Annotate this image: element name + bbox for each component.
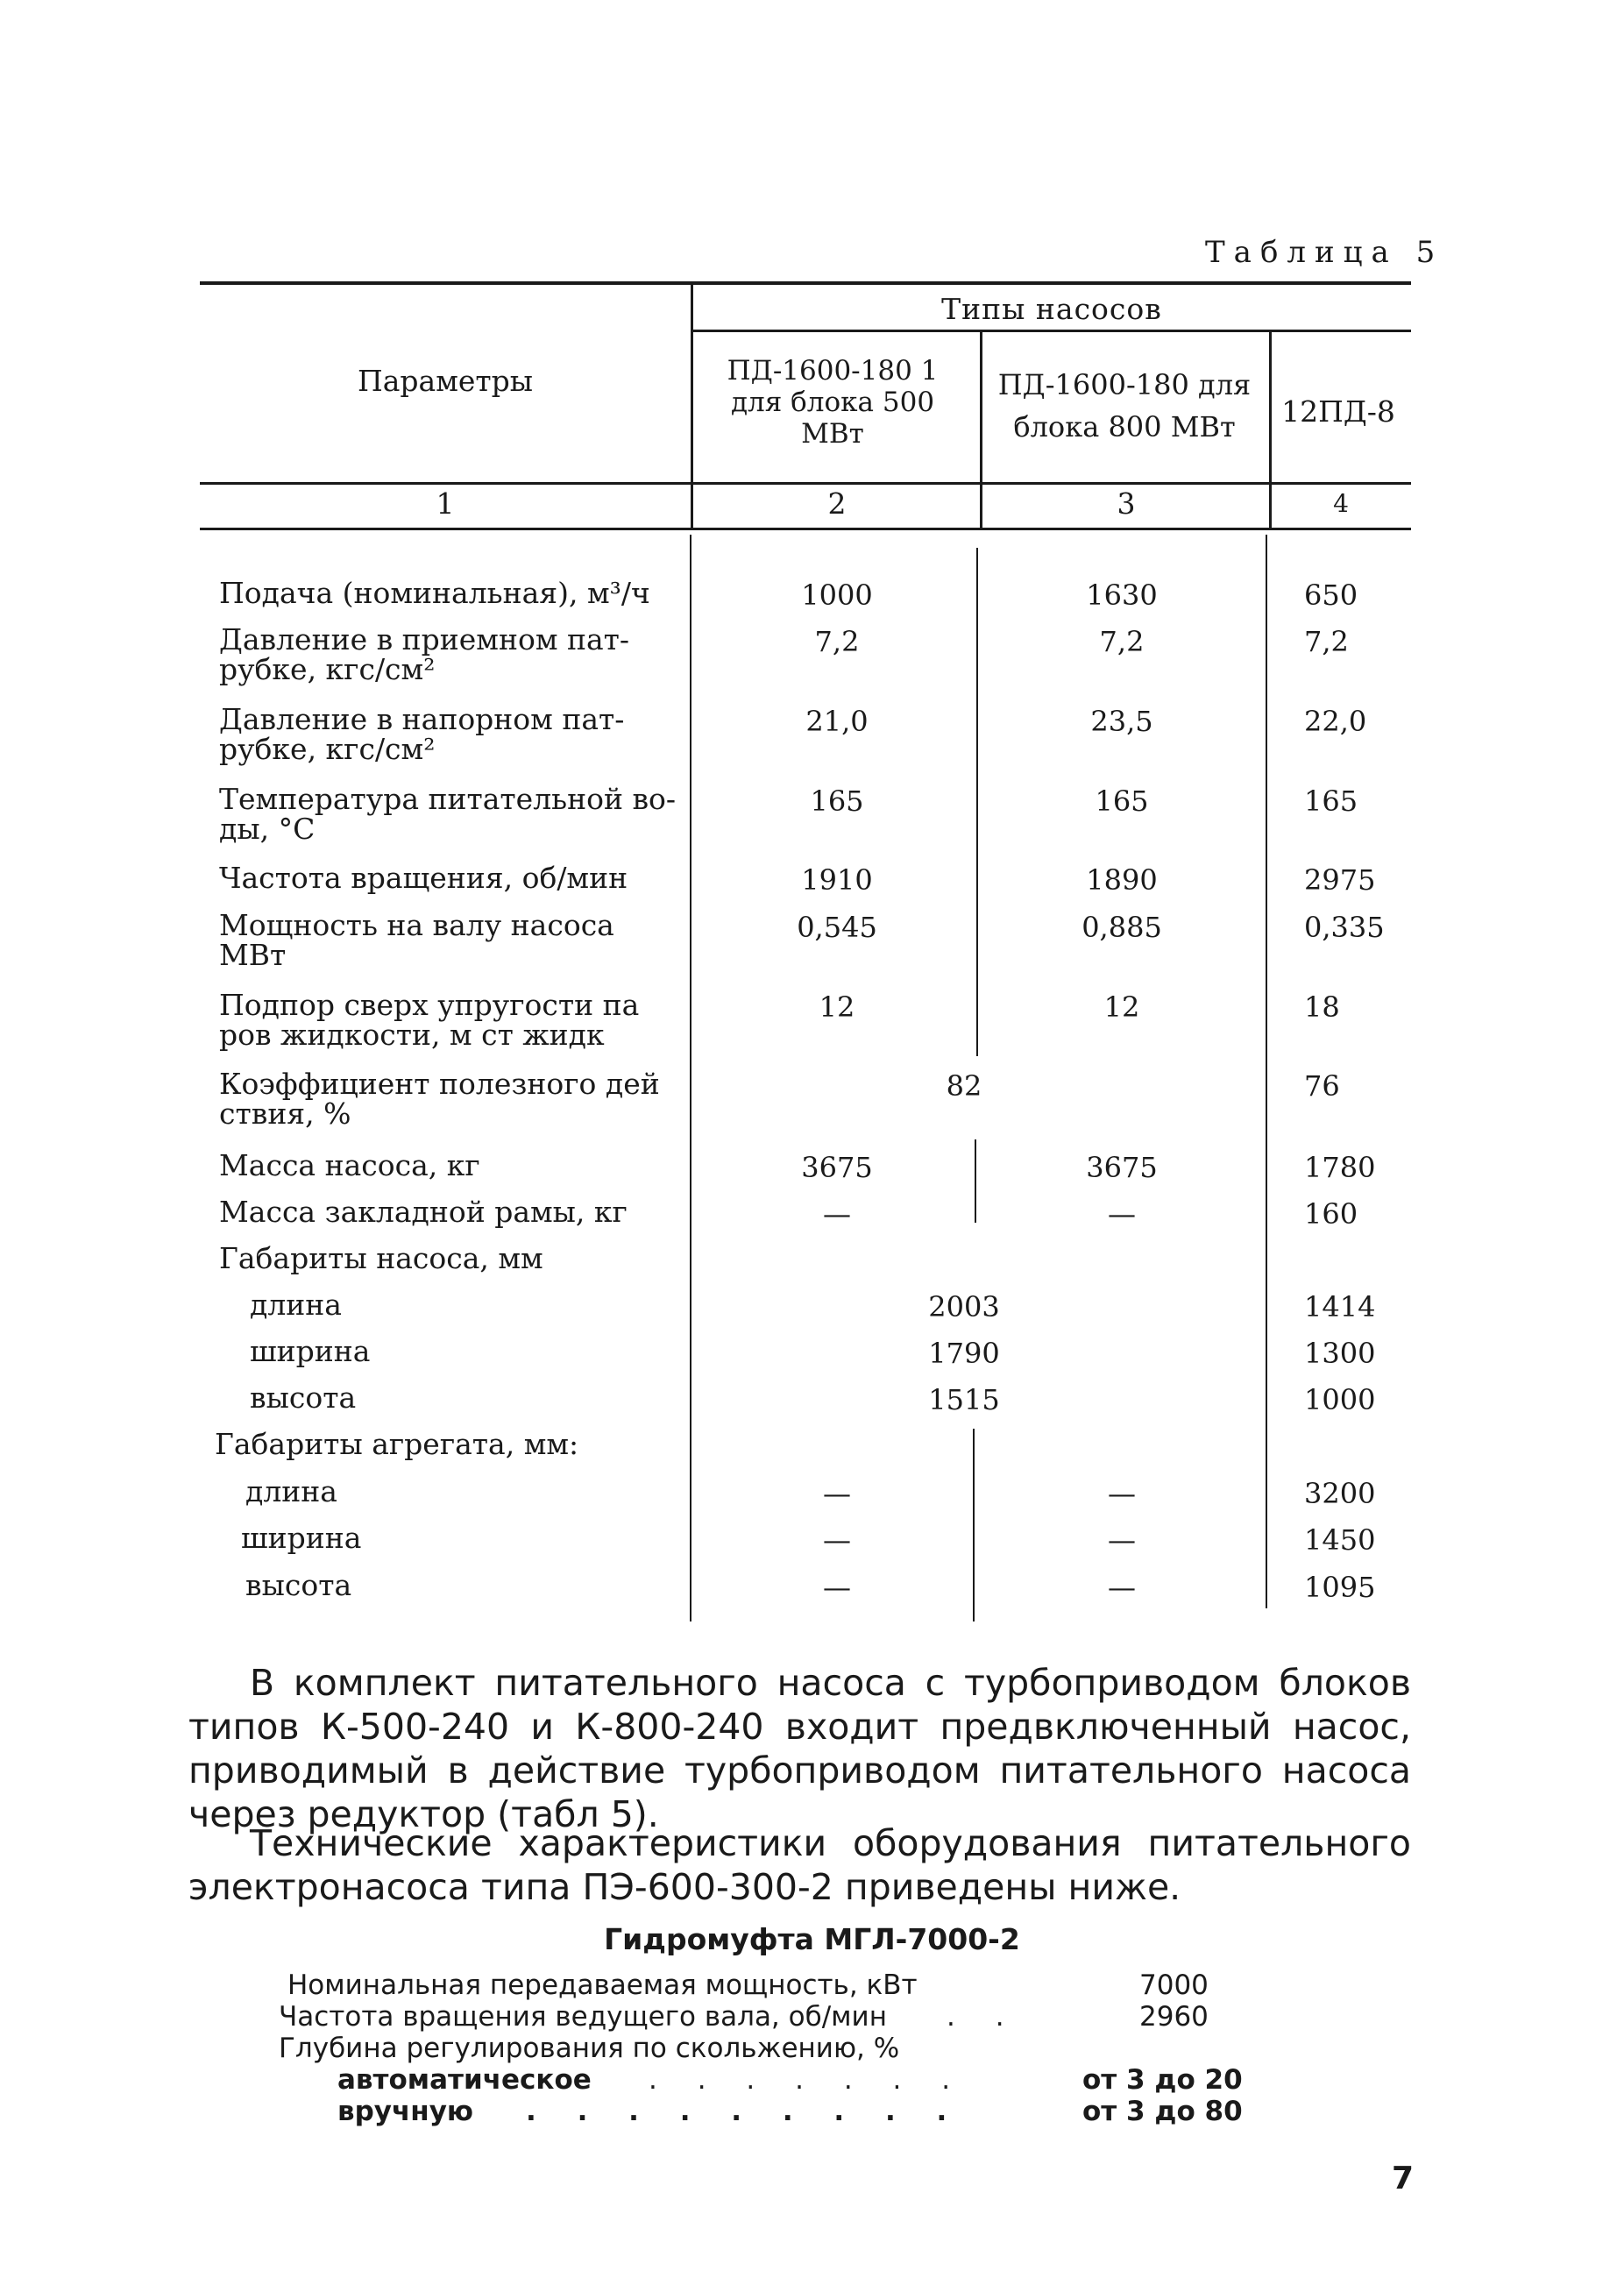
cell-value-c4: 7,2: [1304, 625, 1349, 658]
param-label: Масса закладной рамы, кг: [219, 1195, 628, 1229]
cell-value-c4: 160: [1304, 1197, 1358, 1231]
paragraph-2: [188, 1821, 1411, 1909]
cell-value-c2: 165: [810, 784, 864, 818]
param-label: Мощность на валу насоса: [219, 908, 614, 942]
cell-value-c3: 7,2: [1099, 625, 1145, 658]
cell-value-c3: —: [1108, 1523, 1136, 1557]
page-number: 7: [1391, 2161, 1414, 2196]
cell-value-c4: 2975: [1304, 863, 1376, 897]
cell-value-c2: 3675: [801, 1151, 873, 1184]
spec-line5-label: вручную: [337, 2096, 474, 2127]
cell-value-c3: 12: [1103, 990, 1140, 1024]
cell-value-c4: 1000: [1304, 1383, 1376, 1416]
spec-line5-dots: . . . . . . . . .: [526, 2096, 963, 2127]
cell-value-c4: 1780: [1304, 1151, 1376, 1184]
spec-line4-value: от 3 до 20: [1082, 2064, 1243, 2096]
header-group: Типы насосов: [941, 292, 1162, 326]
param-label: высота: [250, 1380, 357, 1415]
cell-value-c3: —: [1108, 1197, 1136, 1231]
param-label: Частота вращения, об/мин: [219, 861, 628, 895]
param-label: ширина: [241, 1521, 362, 1555]
param-label: Подача (номинальная), м³/ч: [219, 576, 650, 610]
cell-value-c3: —: [1108, 1571, 1136, 1604]
cell-value-c4: 165: [1304, 784, 1358, 818]
cell-value-c2: —: [823, 1523, 851, 1557]
param-label: рубке, кгс/см²: [219, 652, 436, 686]
spec-line1-value: 7000: [1139, 1969, 1209, 2001]
header-params: Параметры: [357, 364, 534, 398]
header-bottom-rule: [200, 482, 1411, 485]
param-label: ды, °С: [219, 812, 316, 846]
body-vline-2b: [975, 1139, 976, 1223]
body-vline-1: [690, 535, 691, 1621]
param-label: длина: [250, 1288, 342, 1322]
cell-value-c3: —: [1108, 1477, 1136, 1510]
spec-line4-label: автоматическое: [337, 2064, 592, 2096]
spec-line3-label: Глубина регулирования по скольжению, %: [279, 2033, 900, 2064]
cell-value-c2: —: [823, 1571, 851, 1604]
cell-value-c23: 2003: [928, 1290, 1000, 1323]
table-top-rule: [200, 281, 1411, 285]
cell-value-c23: 1515: [928, 1383, 1000, 1416]
cell-value-c2: 1910: [801, 863, 873, 897]
spec-line2-dots: . .: [947, 2001, 1020, 2033]
cell-value-c4: 1414: [1304, 1290, 1376, 1323]
cell-value-c23: 82: [946, 1069, 982, 1103]
cell-value-c3: 23,5: [1090, 705, 1153, 738]
spec-line2-label: Частота вращения ведущего вала, об/мин: [279, 2001, 887, 2033]
param-label: Масса насоса, кг: [219, 1148, 480, 1182]
param-label: Габариты насоса, мм: [219, 1241, 543, 1275]
param-label: ров жидкости, м ст жидк: [219, 1018, 605, 1052]
col-number-3: 3: [1117, 486, 1136, 521]
param-label: Подпор сверх упругости па: [219, 988, 640, 1022]
cell-value-c4: 3200: [1304, 1477, 1376, 1510]
spec-line2-value: 2960: [1139, 2001, 1209, 2033]
cell-value-c4: 1300: [1304, 1337, 1376, 1370]
cell-value-c4: 0,335: [1304, 911, 1385, 944]
param-label: высота: [245, 1568, 352, 1602]
cell-value-c3: 0,885: [1081, 911, 1162, 944]
param-label: длина: [245, 1474, 337, 1508]
paragraph-1-text: В комплект питательного насоса с турбоприводом блоков типов К-500-240 и К-800-240 входит предвключенный насос, приводимый в действие турбоприводом питательного насоса через редуктор (табл 5).: [188, 1662, 1411, 1835]
spec-line4-dots: . . . . . . .: [649, 2064, 967, 2096]
col-number-1: 1: [436, 486, 455, 521]
param-label: Давление в приемном пат-: [219, 622, 630, 656]
cell-value-c2: —: [823, 1197, 851, 1231]
cell-value-c4: 650: [1304, 578, 1358, 612]
col-number-4: 4: [1333, 489, 1349, 518]
param-label: Давление в напорном пат-: [219, 702, 625, 736]
spec-line1-label: Номинальная передаваемая мощность, кВт: [287, 1969, 918, 2001]
numbers-bottom-rule: [200, 528, 1411, 530]
cell-value-c2: 21,0: [805, 705, 869, 738]
param-label: Коэффициент полезного дей: [219, 1067, 660, 1101]
param-label: рубке, кгс/см²: [219, 732, 436, 766]
cell-value-c2: —: [823, 1477, 851, 1510]
cell-value-c23: 1790: [928, 1337, 1000, 1370]
paragraph-1: [188, 1661, 1411, 1836]
header-col3: ПД-1600-180 для блока 800 МВт: [997, 368, 1252, 444]
param-label: Температура питательной во-: [219, 782, 677, 816]
param-label: ствия, %: [219, 1096, 351, 1131]
col-number-2: 2: [827, 486, 847, 521]
spec-line5-value: от 3 до 80: [1082, 2096, 1243, 2127]
header-col2: ПД-1600-180 1 для блока 500 МВт: [727, 355, 939, 450]
cell-value-c4: 76: [1304, 1069, 1340, 1103]
cell-value-c2: 0,545: [797, 911, 877, 944]
paragraph-2-text: Технические характеристики оборудования питательного электронасоса типа ПЭ-600-300-2 приведены ниже.: [188, 1822, 1411, 1908]
cell-value-c3: 1890: [1086, 863, 1158, 897]
cell-value-c3: 1630: [1086, 578, 1158, 612]
param-label: ширина: [250, 1334, 371, 1368]
cell-value-c2: 1000: [801, 578, 873, 612]
param-label: Габариты агрегата, мм:: [215, 1427, 579, 1461]
cell-value-c4: 1450: [1304, 1523, 1376, 1557]
param-label: МВт: [219, 938, 287, 972]
cell-value-c4: 18: [1304, 990, 1340, 1024]
body-vline-2c: [973, 1429, 975, 1621]
header-col4: 12ПД-8: [1281, 394, 1395, 429]
body-vline-2a: [976, 548, 978, 1056]
body-vline-3: [1266, 535, 1267, 1608]
cell-value-c4: 1095: [1304, 1571, 1376, 1604]
cell-value-c4: 22,0: [1304, 705, 1367, 738]
cell-value-c2: 12: [819, 990, 855, 1024]
cell-value-c3: 165: [1095, 784, 1149, 818]
table-caption: Таблица 5: [1205, 235, 1444, 270]
group-header-rule: [692, 330, 1411, 332]
spec-title: Гидромуфта МГЛ-7000-2: [604, 1922, 1020, 1956]
cell-value-c2: 7,2: [814, 625, 860, 658]
cell-value-c3: 3675: [1086, 1151, 1158, 1184]
